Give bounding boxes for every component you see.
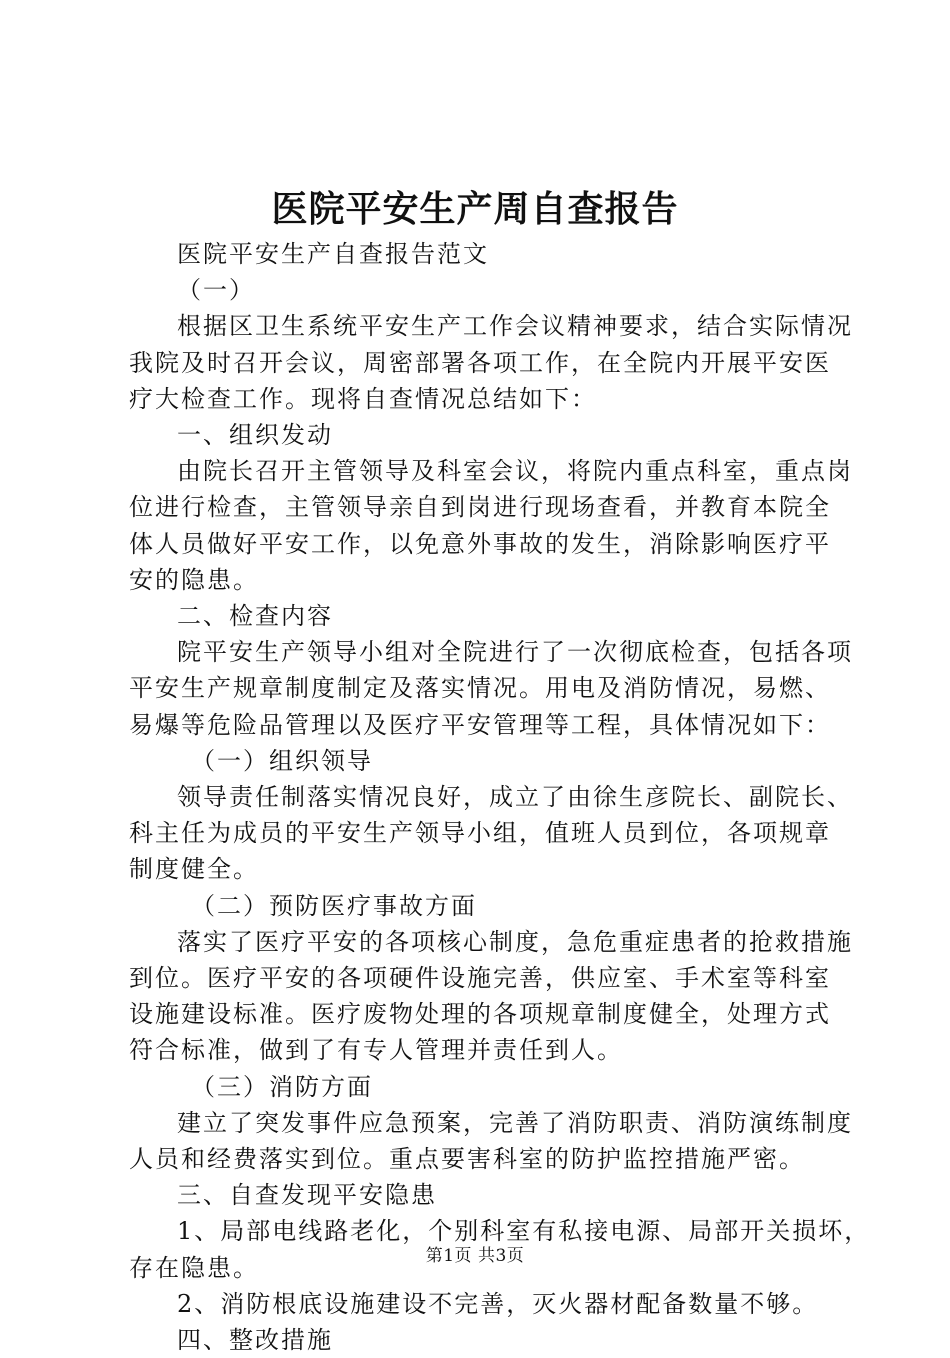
paragraph-line: 根据区卫生系统平安生产工作会议精神要求，结合实际情况 (177, 312, 853, 341)
section-heading: 四、整改措施 (177, 1326, 333, 1355)
paragraph-line: 科主任为成员的平安生产领导小组，值班人员到位，各项规章 (129, 819, 831, 848)
paragraph-line: 领导责任制落实情况良好，成立了由徐生彦院长、副院长、 (177, 783, 853, 812)
paragraph-line: 符合标准，做到了有专人管理并责任到人。 (129, 1036, 623, 1065)
paragraph-line: 位进行检查，主管领导亲自到岗进行现场查看，并教育本院全 (129, 493, 831, 522)
paragraph-line: 由院长召开主管领导及科室会议，将院内重点科室，重点岗 (177, 457, 853, 486)
paragraph-line: 设施建设标准。医疗废物处理的各项规章制度健全，处理方式 (129, 1000, 831, 1029)
subtitle-line: 医院平安生产自查报告范文 (177, 240, 489, 268)
document-title: 医院平安生产周自查报告 (271, 188, 679, 230)
list-item-continuation: 存在隐患。 (129, 1253, 259, 1282)
paragraph-line: 疗大检查工作。现将自查情况总结如下： (129, 384, 597, 413)
paragraph-line: 易爆等危险品管理以及医疗平安管理等工程，具体情况如下： (129, 710, 831, 739)
paragraph-line: 制度健全。 (129, 855, 259, 884)
section-marker: （一） (177, 276, 255, 305)
section-heading: 一、组织发动 (177, 421, 333, 450)
subsection-heading: （一）组织领导 (191, 746, 373, 775)
paragraph-line: 院平安生产领导小组对全院进行了一次彻底检查，包括各项 (177, 638, 853, 667)
paragraph-line: 人员和经费落实到位。重点要害科室的防护监控措施严密。 (129, 1145, 805, 1174)
paragraph-line: 到位。医疗平安的各项硬件设施完善，供应室、手术室等科室 (129, 964, 831, 993)
paragraph-line: 落实了医疗平安的各项核心制度，急危重症患者的抢救措施 (177, 927, 853, 956)
paragraph-line: 安的隐患。 (129, 565, 259, 594)
section-heading: 二、检查内容 (177, 602, 333, 631)
paragraph-line: 体人员做好平安工作，以免意外事故的发生，消除影响医疗平 (129, 529, 831, 558)
page-footer: 第1页 共3页 (425, 1246, 525, 1266)
paragraph-line: 平安生产规章制度制定及落实情况。用电及消防情况，易燃、 (129, 674, 831, 703)
subsection-heading: （三）消防方面 (191, 1072, 373, 1101)
subsection-heading: （二）预防医疗事故方面 (191, 891, 477, 920)
list-item: 1、局部电线路老化，个别科室有私接电源、局部开关损坏， (177, 1217, 871, 1246)
list-item: 2、消防根底设施建设不完善，灭火器材配备数量不够。 (177, 1289, 819, 1318)
document-body (129, 236, 871, 1358)
paragraph-line: 我院及时召开会议，周密部署各项工作，在全院内开展平安医 (129, 348, 831, 377)
section-heading: 三、自查发现平安隐患 (177, 1181, 437, 1210)
paragraph-line: 建立了突发事件应急预案，完善了消防职责、消防演练制度 (177, 1108, 853, 1137)
